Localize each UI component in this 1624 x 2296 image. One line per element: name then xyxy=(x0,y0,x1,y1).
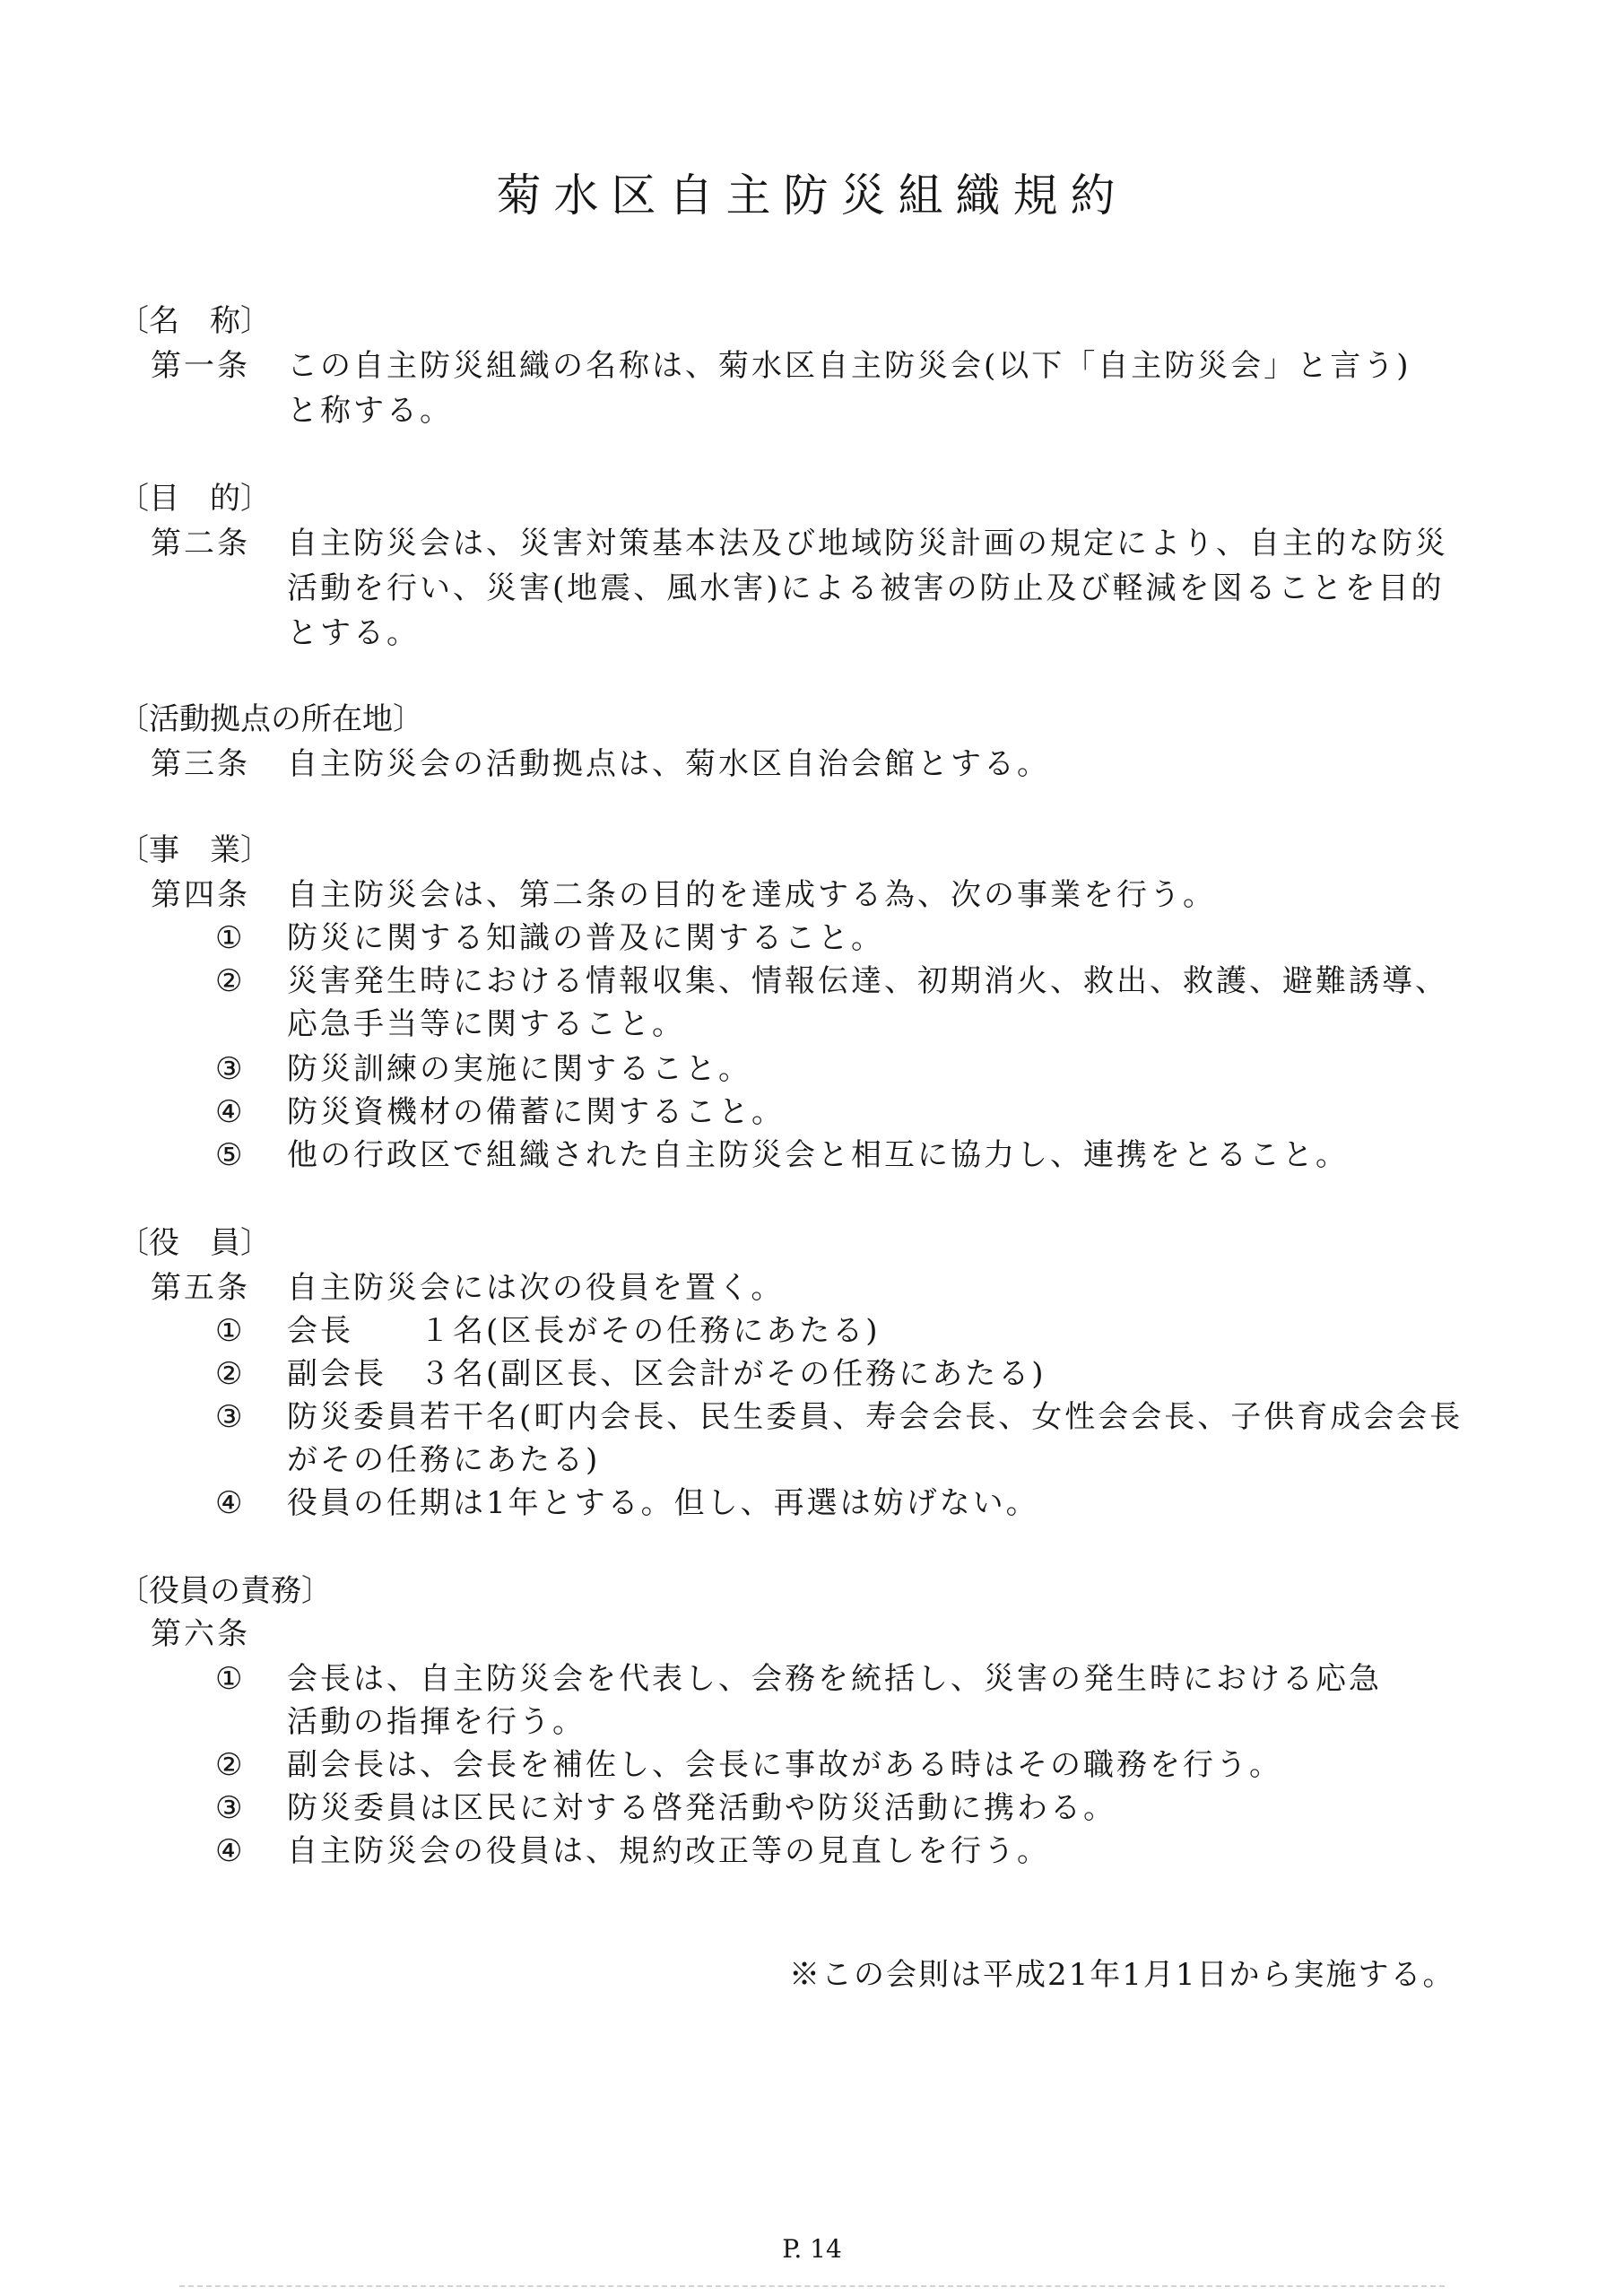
list-item-text: 副会長 ３名(副区長、区会計がその任務にあたる) xyxy=(287,1356,1046,1392)
list-item-text: 防災委員は区民に対する啓発活動や防災活動に携わる。 xyxy=(287,1790,1116,1826)
list-marker: ② xyxy=(215,963,243,999)
list-marker: ③ xyxy=(215,1399,243,1435)
list-item-text: 活動の指揮を行う。 xyxy=(287,1704,586,1740)
article-3-line-1: 自主防災会の活動拠点は、菊水区自治会館とする。 xyxy=(287,746,1050,782)
list-marker: ② xyxy=(215,1747,243,1783)
article-number-6: 第六条 xyxy=(151,1616,250,1652)
list-item-text: 防災資機材の備蓄に関すること。 xyxy=(287,1094,785,1130)
article-number-1: 第一条 xyxy=(151,348,250,384)
article-number-2: 第二条 xyxy=(151,526,250,561)
list-marker: ④ xyxy=(215,1485,243,1521)
effective-date-note: ※この会則は平成21年1月1日から実施する。 xyxy=(789,1957,1455,1993)
list-marker: ③ xyxy=(215,1790,243,1826)
list-marker: ② xyxy=(215,1356,243,1392)
article-5-line-1: 自主防災会には次の役員を置く。 xyxy=(287,1270,785,1306)
list-marker: ① xyxy=(215,1313,243,1349)
section-heading-purpose: 〔目 的〕 xyxy=(118,481,271,517)
list-item-text: 役員の任期は1年とする。但し、再選は妨げない。 xyxy=(287,1485,1039,1521)
article-2-line-1: 自主防災会は、災害対策基本法及び地域防災計画の規定により、自主的な防災 xyxy=(287,526,1448,561)
list-item-text: 自主防災会の役員は、規約改正等の見直しを行う。 xyxy=(287,1833,1050,1869)
section-heading-name: 〔名 称〕 xyxy=(118,303,271,339)
list-item-text: 他の行政区で組織された自主防災会と相互に協力し、連携をとること。 xyxy=(287,1137,1349,1173)
list-item-text: 会長 １名(区長がその任務にあたる) xyxy=(287,1313,881,1349)
list-item-text: 会長は、自主防災会を代表し、会務を統括し、災害の発生時における応急 xyxy=(287,1661,1382,1697)
article-2-line-3: とする。 xyxy=(287,615,420,651)
list-marker: ⑤ xyxy=(215,1137,243,1173)
section-heading-location: 〔活動拠点の所在地〕 xyxy=(118,701,423,737)
article-number-5: 第五条 xyxy=(151,1270,250,1306)
article-4-line-1: 自主防災会は、第二条の目的を達成する為、次の事業を行う。 xyxy=(287,877,1216,913)
list-item-text: 防災訓練の実施に関すること。 xyxy=(287,1051,751,1087)
article-number-4: 第四条 xyxy=(151,877,250,913)
list-item-text: 防災委員若干名(町内会長、民生委員、寿会会長、女性会会長、子供育成会会長 xyxy=(287,1399,1463,1435)
list-marker: ④ xyxy=(215,1094,243,1130)
section-heading-projects: 〔事 業〕 xyxy=(118,832,271,868)
section-heading-duties: 〔役員の責務〕 xyxy=(118,1573,332,1609)
article-number-3: 第三条 xyxy=(151,746,250,782)
list-marker: ① xyxy=(215,920,243,956)
list-item-text: 副会長は、会長を補佐し、会長に事故がある時はその職務を行う。 xyxy=(287,1747,1282,1783)
list-marker: ③ xyxy=(215,1051,243,1087)
list-item-text: がその任務にあたる) xyxy=(287,1442,601,1478)
list-item-text: 応急手当等に関すること。 xyxy=(287,1006,685,1042)
list-marker: ④ xyxy=(215,1833,243,1869)
document-title: 菊水区自主防災組織規約 xyxy=(496,170,1128,222)
article-2-line-2: 活動を行い、災害(地震、風水害)による被害の防止及び軽減を図ることを目的 xyxy=(287,570,1445,606)
scan-edge-divider xyxy=(179,2285,1445,2287)
list-item-text: 災害発生時における情報収集、情報伝達、初期消火、救出、救護、避難誘導、 xyxy=(287,963,1448,999)
page-number: P. 14 xyxy=(782,2234,842,2264)
list-item-text: 防災に関する知識の普及に関すること。 xyxy=(287,920,884,956)
section-heading-officers: 〔役 員〕 xyxy=(118,1225,271,1261)
article-1-line-2: と称する。 xyxy=(287,393,453,429)
article-1-line-1: この自主防災組織の名称は、菊水区自主防災会(以下「自主防災会」と言う) xyxy=(287,348,1411,384)
list-marker: ① xyxy=(215,1661,243,1697)
